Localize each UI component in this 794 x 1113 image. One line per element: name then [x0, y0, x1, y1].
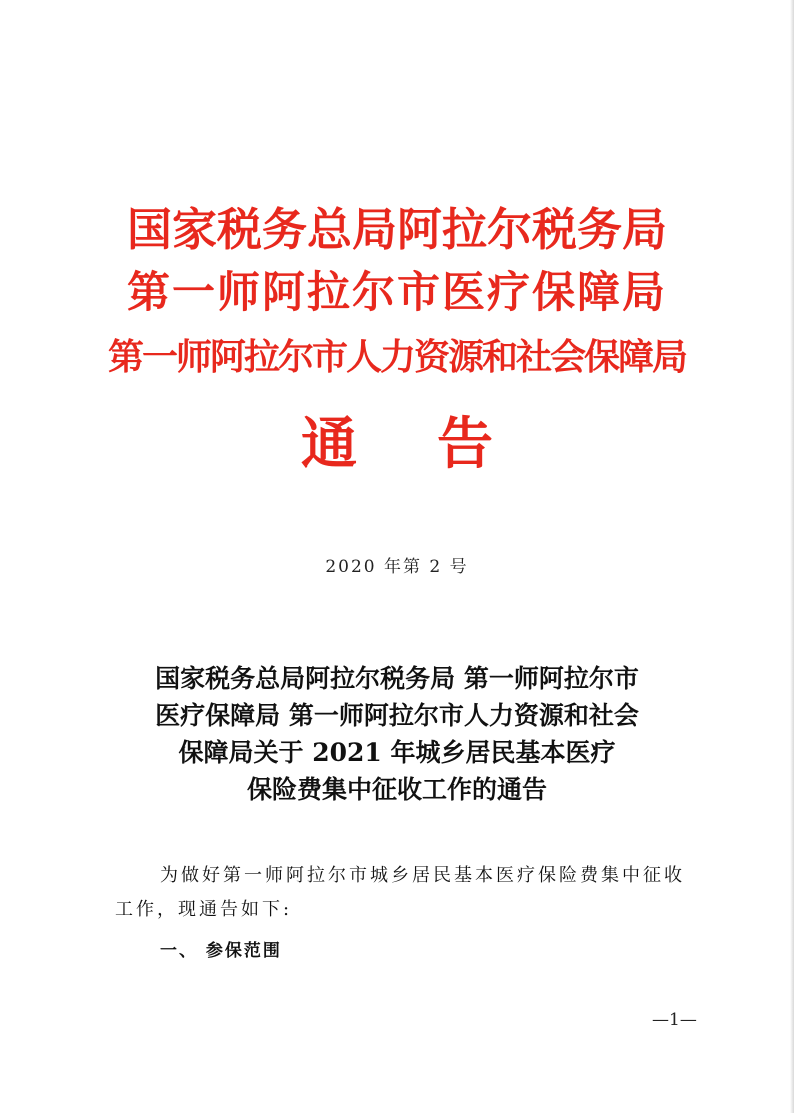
- document-title-line: 国家税务总局阿拉尔税务局 第一师阿拉尔市: [155, 664, 639, 693]
- issuer-line-medical-security: 第一师阿拉尔市医疗保障局: [127, 268, 667, 318]
- document-title: [0, 660, 794, 808]
- section-heading-coverage: 一、 参保范围: [160, 941, 282, 961]
- intro-paragraph-line-2: 工作，现通告如下:: [115, 899, 293, 920]
- issuer-line-human-resources: 第一师阿拉尔市人力资源和社会保障局: [107, 337, 686, 378]
- intro-paragraph-line-1: 为做好第一师阿拉尔市城乡居民基本医疗保险费集中征收: [160, 865, 685, 886]
- notice-heading: 通告: [301, 412, 573, 477]
- document-title-line: 保障局关于 2021 年城乡居民基本医疗: [178, 738, 616, 767]
- document-number: 2020 年第 2 号: [325, 557, 469, 577]
- issuer-line-tax-bureau: 国家税务总局阿拉尔税务局: [126, 203, 667, 256]
- document-title-line: 医疗保障局 第一师阿拉尔市人力资源和社会: [155, 701, 639, 730]
- page-number: —1—: [652, 1010, 697, 1030]
- document-title-line: 保险费集中征收工作的通告: [246, 775, 547, 804]
